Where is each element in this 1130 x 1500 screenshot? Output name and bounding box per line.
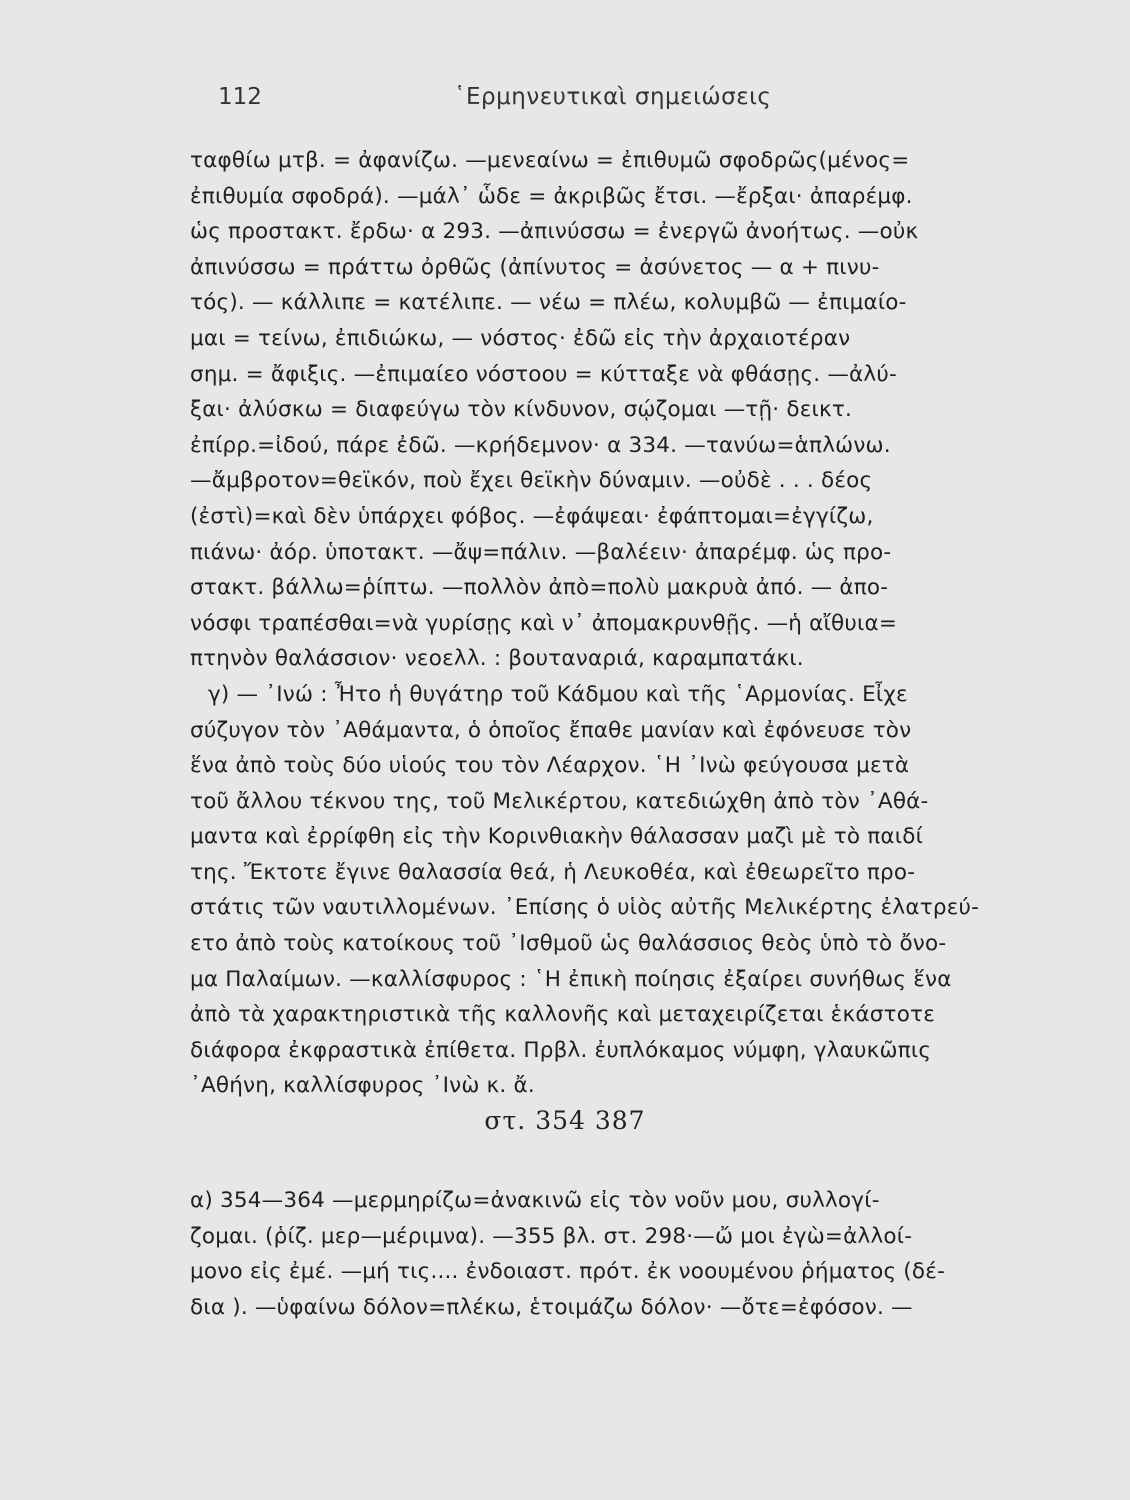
text-line: πιάνω· ἀόρ. ὑποτακτ. —ἄψ=πάλιν. —βαλέειν· ἀπαρέμφ. ὡς προ-	[190, 539, 892, 565]
page-header	[218, 84, 818, 120]
commentary-block-1	[190, 143, 1108, 1104]
text-line: μα Παλαίμων. —καλλίσφυρος : ῾Η ἐπικὴ ποίησις ἐξαίρει συνήθως ἕνα	[190, 966, 952, 992]
text-line: ἕνα ἀπὸ τοὺς δύο υἱούς του τὸν Λέαρχον. ῾Η ᾿Ινὼ φεύγουσα μετὰ	[190, 753, 910, 779]
text-line: τοῦ ἄλλου τέκνου της, τοῦ Μελικέρτου, κατεδιώχθη ἀπὸ τὸν ᾿Αθά-	[190, 788, 929, 814]
commentary-block-2	[190, 1183, 1108, 1325]
text-line: ετο ἀπὸ τοὺς κατοίκους τοῦ ᾿Ισθμοῦ ὡς θαλάσσιος θεὸς ὑπὸ τὸ ὄνο-	[190, 931, 947, 957]
page-number: 112	[218, 84, 262, 110]
text-line: δια ). —ὑφαίνω δόλον=πλέκω, ἑτοιμάζω δόλον· —ὄτε=ἐφόσον. —	[190, 1294, 913, 1320]
text-line: πτηνὸν θαλάσσιον· νεοελλ. : βουταναριά, καραμπατάκι.	[190, 646, 804, 672]
text-line: ἐπίρρ.=ἰδού, πάρε ἐδῶ. —κρήδεμνον· α 334. —τανύω=ἁπλώνω.	[190, 432, 891, 458]
text-line: μονο εἰς ἐμέ. —μή τις.... ἐνδοιαστ. πρότ. ἐκ νοουμένου ῥήματος (δέ-	[190, 1259, 946, 1285]
text-line: σημ. = ἄφιξις. —ἐπιμαίεο νόστοου = κύτταξε νὰ φθάσῃς. —ἀλύ-	[190, 361, 897, 387]
text-line: διάφορα ἐκφραστικὰ ἐπίθετα. Πρβλ. ἐυπλόκαμος νύμφη, γλαυκῶπις	[190, 1037, 932, 1063]
text-line: σύζυγον τὸν ᾿Αθάμαντα, ὁ ὁποῖος ἔπαθε μανίαν καὶ ἐφόνευσε τὸν	[190, 717, 912, 743]
text-line: νόσφι τραπέσθαι=νὰ γυρίσῃς καὶ ν᾽ ἀπομακρυνθῇς. —ἡ αἴθυια=	[190, 610, 898, 636]
text-line: (ἐστὶ)=καὶ δὲν ὑπάρχει φόβος. —ἐφάψεαι· ἐφάπτομαι=ἐγγίζω,	[190, 503, 874, 529]
text-line: ζομαι. (ῥίζ. μερ—μέριμνα). —355 βλ. στ. 298·—ὤ μοι ἐγὼ=ἀλλοί-	[190, 1223, 913, 1249]
text-line: στακτ. βάλλω=ῥίπτω. —πολλὸν ἀπὸ=πολὺ μακρυὰ ἀπό. — ἀπο-	[190, 575, 889, 601]
text-line: τός). — κάλλιπε = κατέλιπε. — νέω = πλέω, κολυμβῶ — ἐπιμαίο-	[190, 290, 907, 316]
section-heading: στ. 354 387	[484, 1106, 646, 1135]
text-line: γ) — ᾿Ινώ : Ἦτο ἡ θυγάτηρ τοῦ Κάδμου καὶ τῆς ῾Αρμονίας. Εἶχε	[208, 681, 908, 707]
text-line: ἐπιθυμία σφοδρά). —μάλ᾽ ὧδε = ἀκριβῶς ἔτσι. —ἔρξαι· ἀπαρέμφ.	[190, 183, 913, 209]
text-line: —ἄμβροτον=θεϊκόν, ποὺ ἔχει θεϊκὴν δύναμιν. —οὐδὲ . . . δέος	[190, 468, 873, 494]
text-line: ἀπὸ τὰ χαρακτηριστικὰ τῆς καλλονῆς καὶ μεταχειρίζεται ἑκάστοτε	[190, 1002, 936, 1028]
text-line: ταφθίω μτβ. = ἀφανίζω. —μενεαίνω = ἐπιθυμῶ σφοδρῶς(μένος=	[190, 148, 910, 173]
text-line: της. Ἔκτοτε ἔγινε θαλασσία θεά, ἡ Λευκοθέα, καὶ ἐθεωρεῖτο προ-	[190, 859, 916, 885]
text-line: μαντα καὶ ἐρρίφθη εἰς τὴν Κορινθιακὴν θάλασσαν μαζὶ μὲ τὸ παιδί	[190, 824, 924, 850]
text-line: μαι = τείνω, ἐπιδιώκω, — νόστος· ἐδῶ εἰς τὴν ἀρχαιοτέραν	[190, 325, 851, 351]
running-title: ῾Ερμηνευτικαὶ σημειώσεις	[454, 84, 772, 110]
text-line: α) 354—364 —μερμηρίζω=ἀνακινῶ εἰς τὸν νοῦν μου, συλλογί-	[190, 1188, 880, 1213]
text-line: ᾿Αθήνη, καλλίσφυρος ᾿Ινὼ κ. ἄ.	[190, 1073, 535, 1099]
text-line: ἀπινύσσω = πράττω ὀρθῶς (ἀπίνυτος = ἀσύνετος — α + πινυ-	[190, 254, 880, 280]
text-line: ὡς προστακτ. ἔρδω· α 293. —ἀπινύσσω = ἐνεργῶ ἀνοήτως. —οὐκ	[190, 219, 919, 245]
text-line: ξαι· ἀλύσκω = διαφεύγω τὸν κίνδυνον, σῴζομαι —τῇ· δεικτ.	[190, 397, 853, 423]
text-line: στάτις τῶν ναυτιλλομένων. ᾿Επίσης ὁ υἱὸς αὐτῆς Μελικέρτης ἐλατρεύ-	[190, 895, 980, 921]
